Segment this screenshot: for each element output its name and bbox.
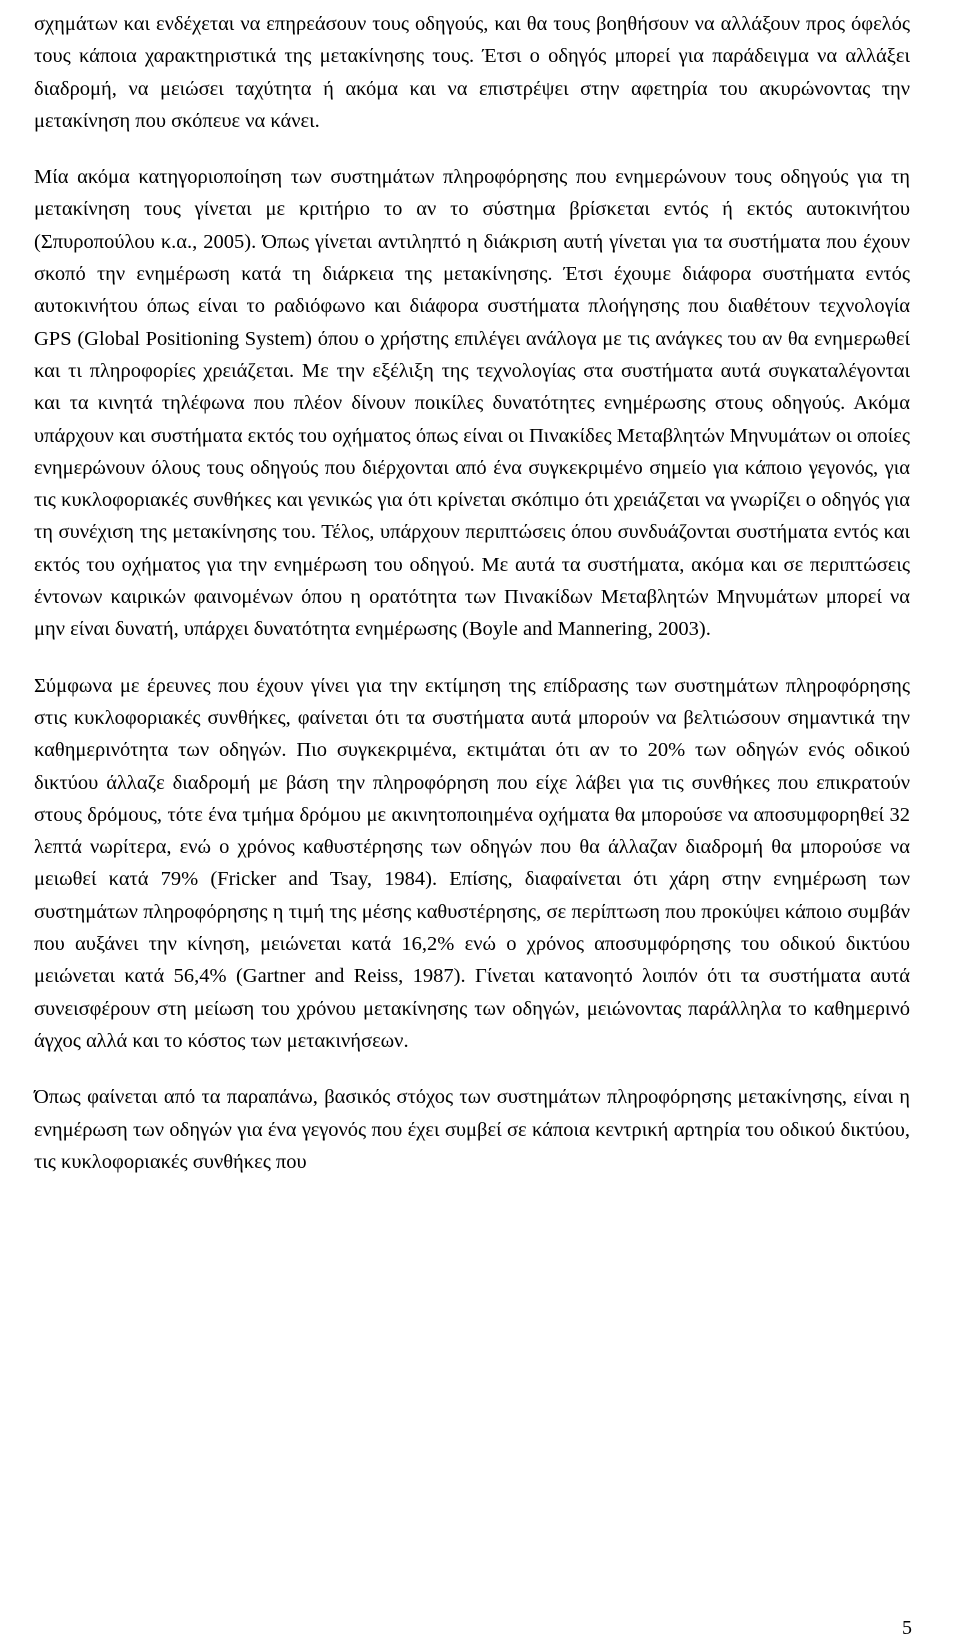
paragraph-research-findings: Σύμφωνα με έρευνες που έχουν γίνει για την εκτίμηση της επίδρασης των συστημάτων πληροφόρησης στις κυκλοφοριακές συνθήκες, φαίνεται ότι τα συστήματα αυτά μπορούν να βελτιώσουν σημαντικά την καθημερινότητα των οδηγών. Πιο συγκεκριμένα, εκτιμάται ότι αν το 20% των οδηγών ενός οδικού δικτύου άλλαζε διαδρομή με βάση την πληροφόρηση που είχε λάβει για τις συνθήκες που επικρατούν στους δρόμους, τότε ένα τμήμα δρόμου με ακινητοποιημένα οχήματα θα μπορούσε να αποσυμφορηθεί 32 λεπτά νωρίτερα, ενώ ο χρόνος καθυστέρησης των οδηγών που θα άλλαζαν διαδρομή θα μπορούσε να μειωθεί κατά 79% (Fricker and Tsay, 1984). Επίσης, διαφαίνεται ότι χάρη στην ενημέρωση των συστημάτων πληροφόρησης η τιμή της μέσης καθυστέρησης, σε περίπτωση που προκύψει κάποιο συμβάν που αυξάνει την κίνηση, μειώνεται κατά 16,2% ενώ ο χρόνος αποσυμφόρησης του οδικού δικτύου μειώνεται κατά 56,4% (Gartner and Reiss, 1987). Γίνεται κατανοητό λοιπόν ότι τα συστήματα αυτά συνεισφέρουν στη μείωση του χρόνου μετακίνησης των οδηγών, μειώνοντας παράλληλα το καθημερινό άγχος αλλά και το κόστος των μετακινήσεων.: [34, 674, 910, 1052]
document-page: [34, 8, 910, 1178]
paragraph-continuation: σχημάτων και ενδέχεται να επηρεάσουν τους οδηγούς, και θα τους βοηθήσουν να αλλάξουν προς όφελός τους κάποια χαρακτηριστικά της μετακίνησης τους. Έτσι ο οδηγός μπορεί για παράδειγμα να αλλάξει διαδρομή, να μειώσει ταχύτητα ή ακόμα και να επιστρέψει στην αφετηρία του ακυρώνοντας την μετακίνηση που σκόπευε να κάνει.: [34, 13, 910, 132]
paragraph-main-goal: Όπως φαίνεται από τα παραπάνω, βασικός στόχος των συστημάτων πληροφόρησης μετακίνησης, είναι η ενημέρωση των οδηγών για ένα γεγονός που έχει συμβεί σε κάποια κεντρική αρτηρία του οδικού δικτύου, τις κυκλοφοριακές συνθήκες που: [34, 1086, 910, 1173]
paragraph-in-vehicle-classification: Μία ακόμα κατηγοριοποίηση των συστημάτων πληροφόρησης που ενημερώνουν τους οδηγούς για τη μετακίνηση τους γίνεται με κριτήριο το αν το σύστημα βρίσκεται εντός ή εκτός αυτοκινήτου (Σπυροπούλου κ.α., 2005). Όπως γίνεται αντιληπτό η διάκριση αυτή γίνεται για τα συστήματα που έχουν σκοπό την ενημέρωση κατά τη διάρκεια της μετακίνησης. Έτσι έχουμε διάφορα συστήματα εντός αυτοκινήτου όπως είναι το ραδιόφωνο και διάφορα συστήματα πλοήγησης που διαθέτουν τεχνολογία GPS (Global Positioning System) όπου ο χρήστης επιλέγει ανάλογα με τις ανάγκες του αν θα ενημερωθεί και τι πληροφορίες χρειάζεται. Με την εξέλιξη της τεχνολογίας στα συστήματα αυτά συγκαταλέγονται και τα κινητά τηλέφωνα που πλέον δίνουν ποικίλες δυνατότητες ενημέρωσης στους οδηγούς. Ακόμα υπάρχουν και συστήματα εκτός του οχήματος όπως είναι οι Πινακίδες Μεταβλητών Μηνυμάτων οι οποίες ενημερώνουν όλους τους οδηγούς που διέρχονται από ένα συγκεκριμένο σημείο για κάποιο γεγονός, για τις κυκλοφοριακές συνθήκες και γενικώς για ότι κρίνεται σκόπιμο ότι χρειάζεται να γνωρίζει ο οδηγός για τη συνέχιση της μετακίνησης του. Τέλος, υπάρχουν περιπτώσεις όπου συνδυάζονται συστήματα εντός και εκτός του οχήματος για την ενημέρωση του οδηγού. Με αυτά τα συστήματα, ακόμα και σε περιπτώσεις έντονων καιρικών φαινομένων όπου η ορατότητα των Πινακίδων Μεταβλητών Μηνυμάτων μπορεί να μην είναι δυνατή, υπάρχει δυνατότητα ενημέρωσης (Boyle and Mannering, 2003).: [34, 166, 910, 641]
page-number: 5: [902, 1617, 912, 1639]
